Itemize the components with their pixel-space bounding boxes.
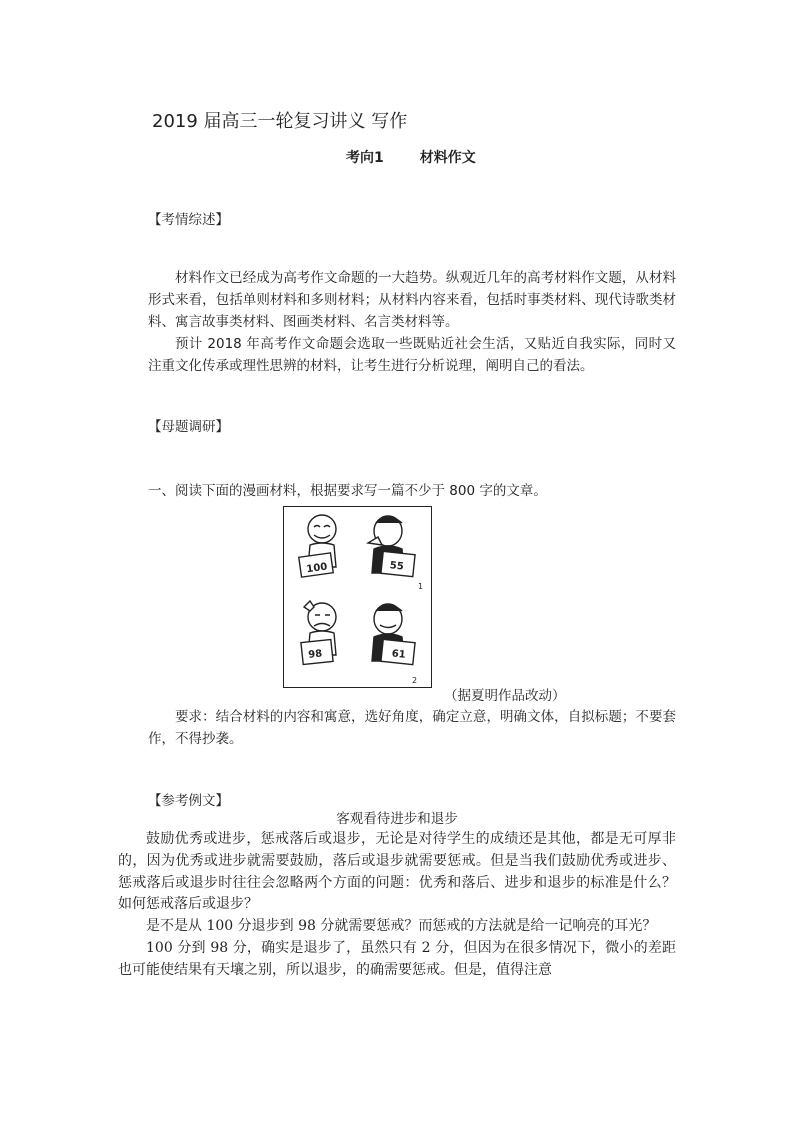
subtitle-topic-name: 材料作文 — [419, 150, 476, 166]
comic-score-1: 100 — [305, 561, 329, 576]
essay-body — [118, 829, 676, 982]
document-title: 2019 届高三一轮复习讲义 写作 — [152, 111, 408, 132]
requirement-block — [148, 706, 676, 750]
essay-paragraph-3: 100 分到 98 分，确实是退步了，虽然只有 2 分，但因为在很多情况下，微小的差距也可能使结果有天壤之别，所以退步，的确需要惩戒。但是，值得注意 — [118, 939, 676, 978]
overview-heading: 【考情综述】 — [148, 212, 229, 228]
comic-score-2: 55 — [389, 560, 405, 573]
mother-question-heading: 【母题调研】 — [148, 419, 229, 435]
comic-panel-number-1: 1 — [418, 582, 424, 591]
essay-paragraph-2: 是不是从 100 分退步到 98 分就需要惩戒？而惩戒的方法就是给一记响亮的耳光？ — [146, 918, 657, 935]
comic-score-3: 98 — [307, 648, 323, 661]
essay-paragraph-1: 鼓励优秀或进步，惩戒落后或退步，无论是对待学生的成绩还是其他，都是无可厚非的，因为优秀或进步就需要鼓励，落后或退步就需要惩戒。但是当我们鼓励优秀或进步、惩戒落后或退步时往往会忽略两个方面的问题：优秀和落后、进步和退步的标准是什么？如何惩戒落后或退步？ — [118, 831, 676, 913]
subtitle-topic-number: 考向1 — [346, 150, 384, 166]
comic-drawing — [284, 507, 431, 687]
overview-body — [148, 267, 676, 377]
requirement-text: 要求：结合材料的内容和寓意，选好角度，确定立意，明确文体，自拟标题；不要套作，不得抄袭。 — [148, 709, 676, 747]
subtitle — [346, 147, 476, 167]
comic-image — [283, 506, 432, 688]
comic-caption: （据夏明作品改动） — [444, 688, 566, 704]
overview-paragraph-1: 材料作文已经成为高考作文命题的一大趋势。纵观近几年的高考材料作文题，从材料形式来看，包括单则材料和多则材料；从材料内容来看，包括时事类材料、现代诗歌类材料、寓言故事类材料、图画类材料、名言类材料等。 — [148, 270, 676, 330]
comic-score-4: 61 — [391, 648, 407, 661]
comic-panel-number-2: 2 — [412, 676, 418, 685]
essay-title: 客观看待进步和退步 — [336, 811, 458, 827]
overview-paragraph-2: 预计 2018 年高考作文命题会选取一些既贴近社会生活，又贴近自我实际，同时又注重文化传承或理性思辨的材料，让考生进行分析说理，阐明自己的看法。 — [148, 336, 676, 374]
question-prompt: 一、阅读下面的漫画材料，根据要求写一篇不少于 800 字的文章。 — [148, 483, 547, 499]
reference-essay-heading: 【参考例文】 — [148, 793, 229, 809]
